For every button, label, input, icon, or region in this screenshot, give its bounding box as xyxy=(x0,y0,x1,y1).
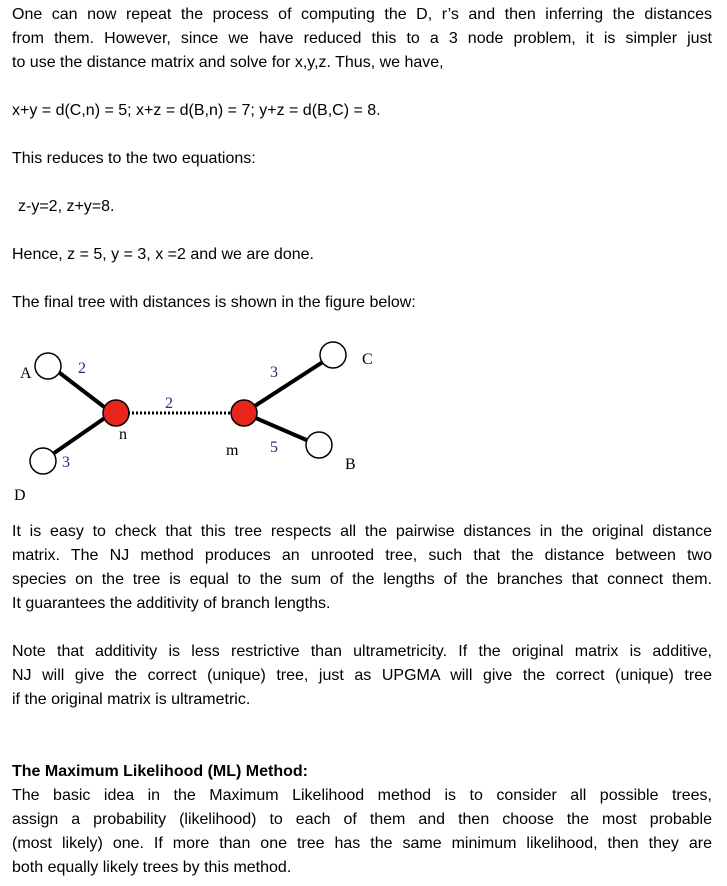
text-line: both equally likely trees by this method. xyxy=(12,859,292,876)
text-line: if the original matrix is ultrametric. xyxy=(12,691,251,708)
edge-label-B-m: 5 xyxy=(270,439,278,456)
nj-tree-figure xyxy=(12,335,392,510)
text-line: It is easy to check that this tree respects all the pairwise distances in the original distance xyxy=(12,523,712,540)
leaf-node-A xyxy=(35,353,61,379)
label-n: n xyxy=(119,426,127,443)
label-D: D xyxy=(14,487,26,504)
label-A: A xyxy=(20,365,32,382)
section-maximum-likelihood xyxy=(12,760,712,880)
text-line: assign a probability (likelihood) to each of them and then choose the most probable xyxy=(12,811,712,828)
text-line: The basic idea in the Maximum Likelihood method is to consider all possible trees, xyxy=(12,787,712,804)
leaf-node-D xyxy=(30,448,56,474)
paragraph-figure-intro: The final tree with distances is shown in the figure below: xyxy=(12,294,416,311)
text-line: One can now repeat the process of computing the D, r’s and then inferring the distances xyxy=(12,6,712,23)
label-m: m xyxy=(226,442,239,459)
leaf-node-B xyxy=(306,432,332,458)
label-B: B xyxy=(345,456,356,473)
edge-D-n xyxy=(44,413,112,460)
paragraph-ultrametricity xyxy=(12,640,712,712)
internal-node-n xyxy=(103,400,129,426)
edge-C-m xyxy=(244,356,332,413)
edge-label-n-m: 2 xyxy=(165,395,173,412)
text-line: matrix. The NJ method produces an unrooted tree, such that the distance between two xyxy=(12,547,712,564)
equation-line-2: z-y=2, z+y=8. xyxy=(18,198,115,215)
label-C: C xyxy=(362,351,373,368)
edge-label-D-n: 3 xyxy=(62,454,70,471)
internal-node-m xyxy=(231,400,257,426)
text-line: It guarantees the additivity of branch lengths. xyxy=(12,595,331,612)
equation-line-1: x+y = d(C,n) = 5; x+z = d(B,n) = 7; y+z = d(B,C) = 8. xyxy=(12,102,381,119)
paragraph-additivity xyxy=(12,520,712,616)
section-heading: The Maximum Likelihood (ML) Method: xyxy=(12,763,308,780)
leaf-node-C xyxy=(320,342,346,368)
text-line: NJ will give the correct (unique) tree, just as UPGMA will give the correct (unique) tree xyxy=(12,667,712,684)
paragraph-reduces: This reduces to the two equations: xyxy=(12,150,256,167)
text-line: Note that additivity is less restrictive than ultrametricity. If the original matrix is additive, xyxy=(12,643,712,660)
text-line: species on the tree is equal to the sum of the lengths of the branches that connect them. xyxy=(12,571,712,588)
edge-label-A-n: 2 xyxy=(78,360,86,377)
text-line: to use the distance matrix and solve for x,y,z. Thus, we have, xyxy=(12,54,444,71)
text-line: from them. However, since we have reduced this to a 3 node problem, it is simpler just xyxy=(12,30,712,47)
text-line: (most likely) one. If more than one tree has the same minimum likelihood, then they are xyxy=(12,835,712,852)
paragraph-solution: Hence, z = 5, y = 3, x =2 and we are done. xyxy=(12,246,314,263)
paragraph-intro xyxy=(12,3,712,75)
edge-label-C-m: 3 xyxy=(270,364,278,381)
